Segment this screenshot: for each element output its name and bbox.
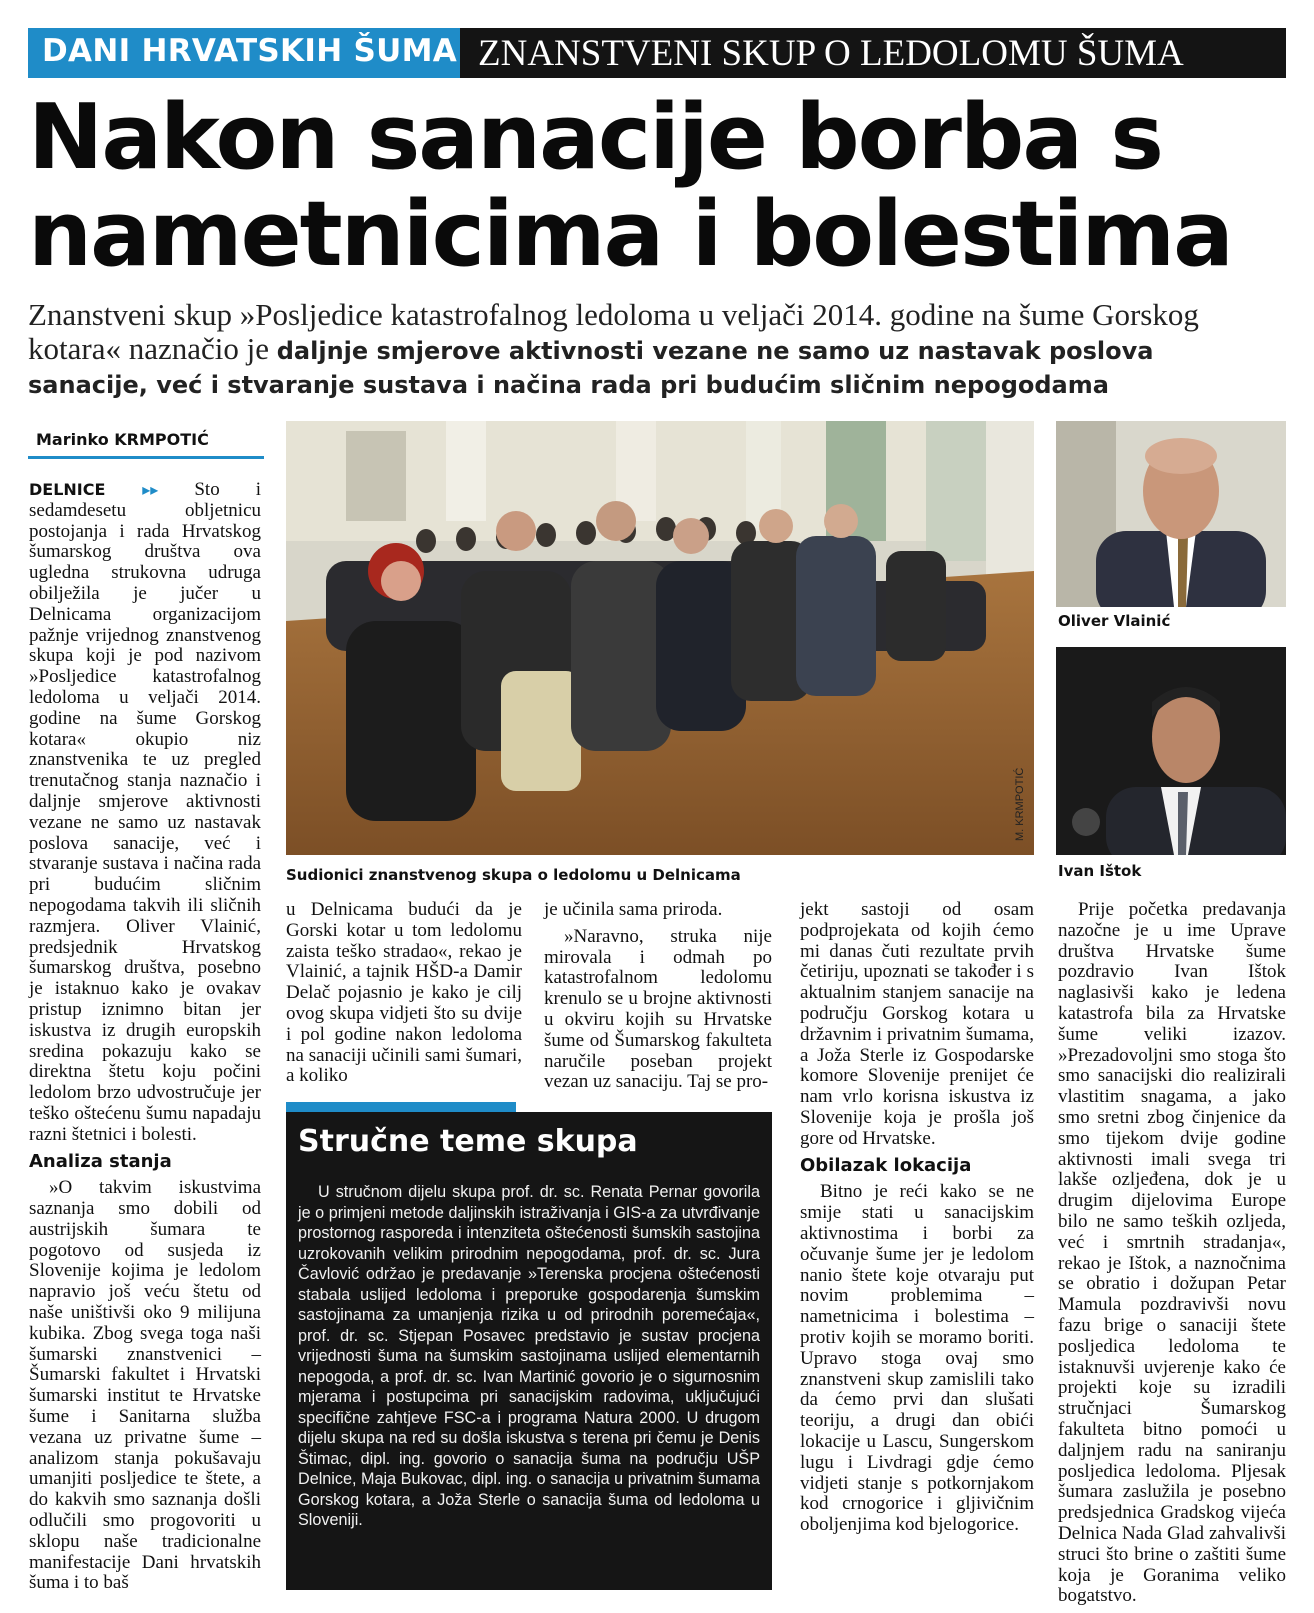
lead-line-3: sanacije, već i stvaranje sustava i načina rada pri budućim sličnim nepogodama: [28, 371, 1109, 399]
subhead-obilazak: Obilazak lokacija: [800, 1154, 972, 1176]
box-body: U stručnom dijelu skupa prof. dr. sc. Renata Pernar govorila je o primjeni metode daljinskih istraživanja i GIS-a za utvrđivanje prostornog rasporeda i intenziteta oštećenosti šumskih sastojina uzrokovanih velikim prirodnim nepogodama, prof. dr. sc. Jura Čavlović održao je predavanje »Terenska procjena oštećenosti stabala uslijed ledoloma i preporuke gospodarenja šumskim sastojinama za umanjenja rizika u od prirodnih poremećaja«, prof. dr. sc. Stjepan Posavec predstavio je sustav procjena vrijednosti šuma na šumskim sastojinama uslijed elementarnih nepogoda, a prof. dr. sc. Ivan Martinić govorio je o sigurnosnim mjerama i postupcima pri sanacijskim radovima, uključujući specifične zahtjeve FSC-a i programa Natura 2000. U drugom dijelu skupa na red su došla iskustva s terena pri čemu je Denis Štimac, dipl. ing. govorio o sanacija šuma na području UŠP Delnice, Maja Bukovac, dipl. ing. o sanacija u privatnim šumama Gorskog kotara, a Joža Sterle o sanacija šuma od ledoloma u Sloveniji.: [298, 1183, 760, 1529]
section-kicker: [28, 28, 460, 78]
portrait-vlainic: [1056, 421, 1286, 607]
portrait-istok-caption: Ivan Ištok: [1058, 862, 1142, 880]
headline-line-2: nametnicima i bolestima: [28, 182, 1232, 287]
box-title: Stručne teme skupa: [298, 1124, 638, 1159]
photo-credit: M. KRMPOTIĆ: [1014, 767, 1026, 841]
portrait-istok: [1056, 647, 1286, 855]
topic-label: ZNANSTVENI SKUP O LEDOLOMU ŠUMA: [478, 33, 1184, 74]
article-column-4: jekt sastoji od osam podprojekata od kojih ćemo mi danas čuti rezultate prvih četiriju, upoznati se također i s aktualnim stanjem sanacije na području Gorskog kotara u državnim i privatnim šumama, a Joža Sterle iz Gospodarske komore Slovenije prenijet će nam vrlo korisna iskustva iz Slovenije koja je prošla još gore od Hrvatske. Obilazak lokacija Bitno je reći kako se ne smije stati u sanacijskim aktivnostima i borbi za očuvanje šume jer je ledolom nanio štete koje otvaraju put novim problemima – nametnicima i bolestima – protiv kojih se moramo boriti. Upravo stoga ovaj smo znanstveni skup zamislili tako da ćemo prvi dan slušati teoriju, a drugi dan obići lokacije u Lascu, Sungerskom lugu i Livdragi gdje ćemo vidjeti stanje s potkornjakom kod crnogorice i gljivičnim oboljenjima kod bjelogorice.: [800, 899, 1034, 1536]
subhead-analiza: Analiza stanja: [29, 1150, 172, 1172]
headline-line-1: Nakon sanacije borba s: [28, 85, 1162, 190]
article-column-2: u Delnicama budući da je Gorski kotar u tom ledolomu zaista teško stradao«, rekao je Vlainić, a tajnik HŠD-a Damir Delač pojasnio je kako je cilj ovog skupa vidjeti što su dvije i pol godine nakon ledoloma na sanaciji učinili sami šumari, a koliko: [286, 899, 522, 1087]
sidebar-box: [286, 1112, 772, 1590]
section-label: DANI HRVATSKIH ŠUMA: [42, 33, 458, 69]
article-column-5: Prije početka predavanja nazočne je u ime Uprave društva Hrvatske šume pozdravio Ivan Ištok naglasivši kako je ledena katastrofa bila za Hrvatske šume veliki izazov. »Prezadovoljni smo stoga što smo sanacijski dio realizirali vlastitim snagama, a jako smo sretni zbog činjenice da smo tijekom dvije godine aktivnosti imali svega tri lakše ozljeđena, dok je u drugim dijelovima Europe bilo ne samo teških ozljeda, već i smrtnih stradanja«, rekao je Ištok, a naznočnima se obratio i dožupan Petar Mamula pozdravivši novu fazu brige o sanaciji štete posljedica ledoloma te istaknuvši uvjerenje kako će projekti koje su izradili stručnjaci Šumarskog fakulteta bitno pomoći u daljnjem radu na saniranju posljedica ledoloma. Pljesak šumara zaslužila je posebno predsjednica Gradskog vijeća Delnica Nada Glad zahvalivši struci što brine o zaštiti šume koja je Goranima veliko bogatstvo.: [1058, 899, 1286, 1607]
article-column-1: DELNICE ▸▸ Sto i sedamdesetu obljetnicu postojanja i rada Hrvatskog šumarskog društva ova ugledna strukovna udruga obilježila je jučer u Delnicama organizacijom pažnje vrijednog znanstvenog skupa koji je pod nazivom »Posljedice katastrofalnog ledoloma u veljači 2014. godine na šume Gorskog kotara« okupio niz znanstvenika te uz pregled trenutačnog stanja naznačio i daljnje smjerove aktivnosti vezane ne samo uz nastavak poslova sanacije, već i stvaranje sustava i načina rada pri budućim sličnim nepogodama takvih ili sličnih razmjera. Oliver Vlainić, predsjednik Hrvatskog šumarskog društva, posebno je istaknuo kako je ovakav pristup iznimno bitan jer iskustva iz drugih europskih sredina pokazuju kako se direktna štetu koju počini ledolom brzo udvostručuje jer teško oštećenu šumu napadaju razni štetnici i bolesti. Analiza stanja »O takvim iskustvima saznanja smo dobili od austrijskih šumara te pogotovo od susjeda iz Slovenije kojima je ledolom napravio još veću štetu od naše uništivši oko 9 milijuna kubika. Zbog svega toga naši šumarski znanstvenici – Šumarski fakultet i Hrvatski šumarski institut te Hrvatske šume i Sanitarna služba vezana uz privatne šume – analizom stanja pokušavaju umanjiti posljedice te štete, a do kakvih smo saznanja došli odlučili smo progovoriti u sklopu naše tradicionalne manifestacije Dani hrvatskih šuma i to baš: [29, 479, 262, 1594]
main-photo: [286, 421, 1034, 855]
portrait-vlainic-caption: Oliver Vlainić: [1058, 612, 1171, 630]
main-photo-caption: Sudionici znanstvenog skupa o ledolomu u Delnicama: [286, 866, 741, 884]
box-accent-bar: [286, 1102, 516, 1112]
article-column-3: je učinila sama priroda. »Naravno, struka nije mirovala i odmah po katastrofalnom ledolomu krenulo se u brojne aktivnosti u okviru kojih su Hrvatske šume od Šumarskog fakulteta naručile poseban projekt vezan uz sanaciju. Taj se pro-: [544, 899, 772, 1093]
lead-line-1: Znanstveni skup »Posljedice katastrofalnog ledoloma u veljači 2014. godine na šume Gorskog: [28, 297, 1199, 332]
dateline: DELNICE ▸▸: [29, 480, 159, 499]
lead-line-2: kotara« naznačio je daljnje smjerove aktivnosti vezane ne samo uz nastavak poslova: [28, 331, 1154, 366]
byline: Marinko KRMPOTIĆ: [28, 424, 264, 459]
topic-kicker: [460, 28, 1286, 78]
